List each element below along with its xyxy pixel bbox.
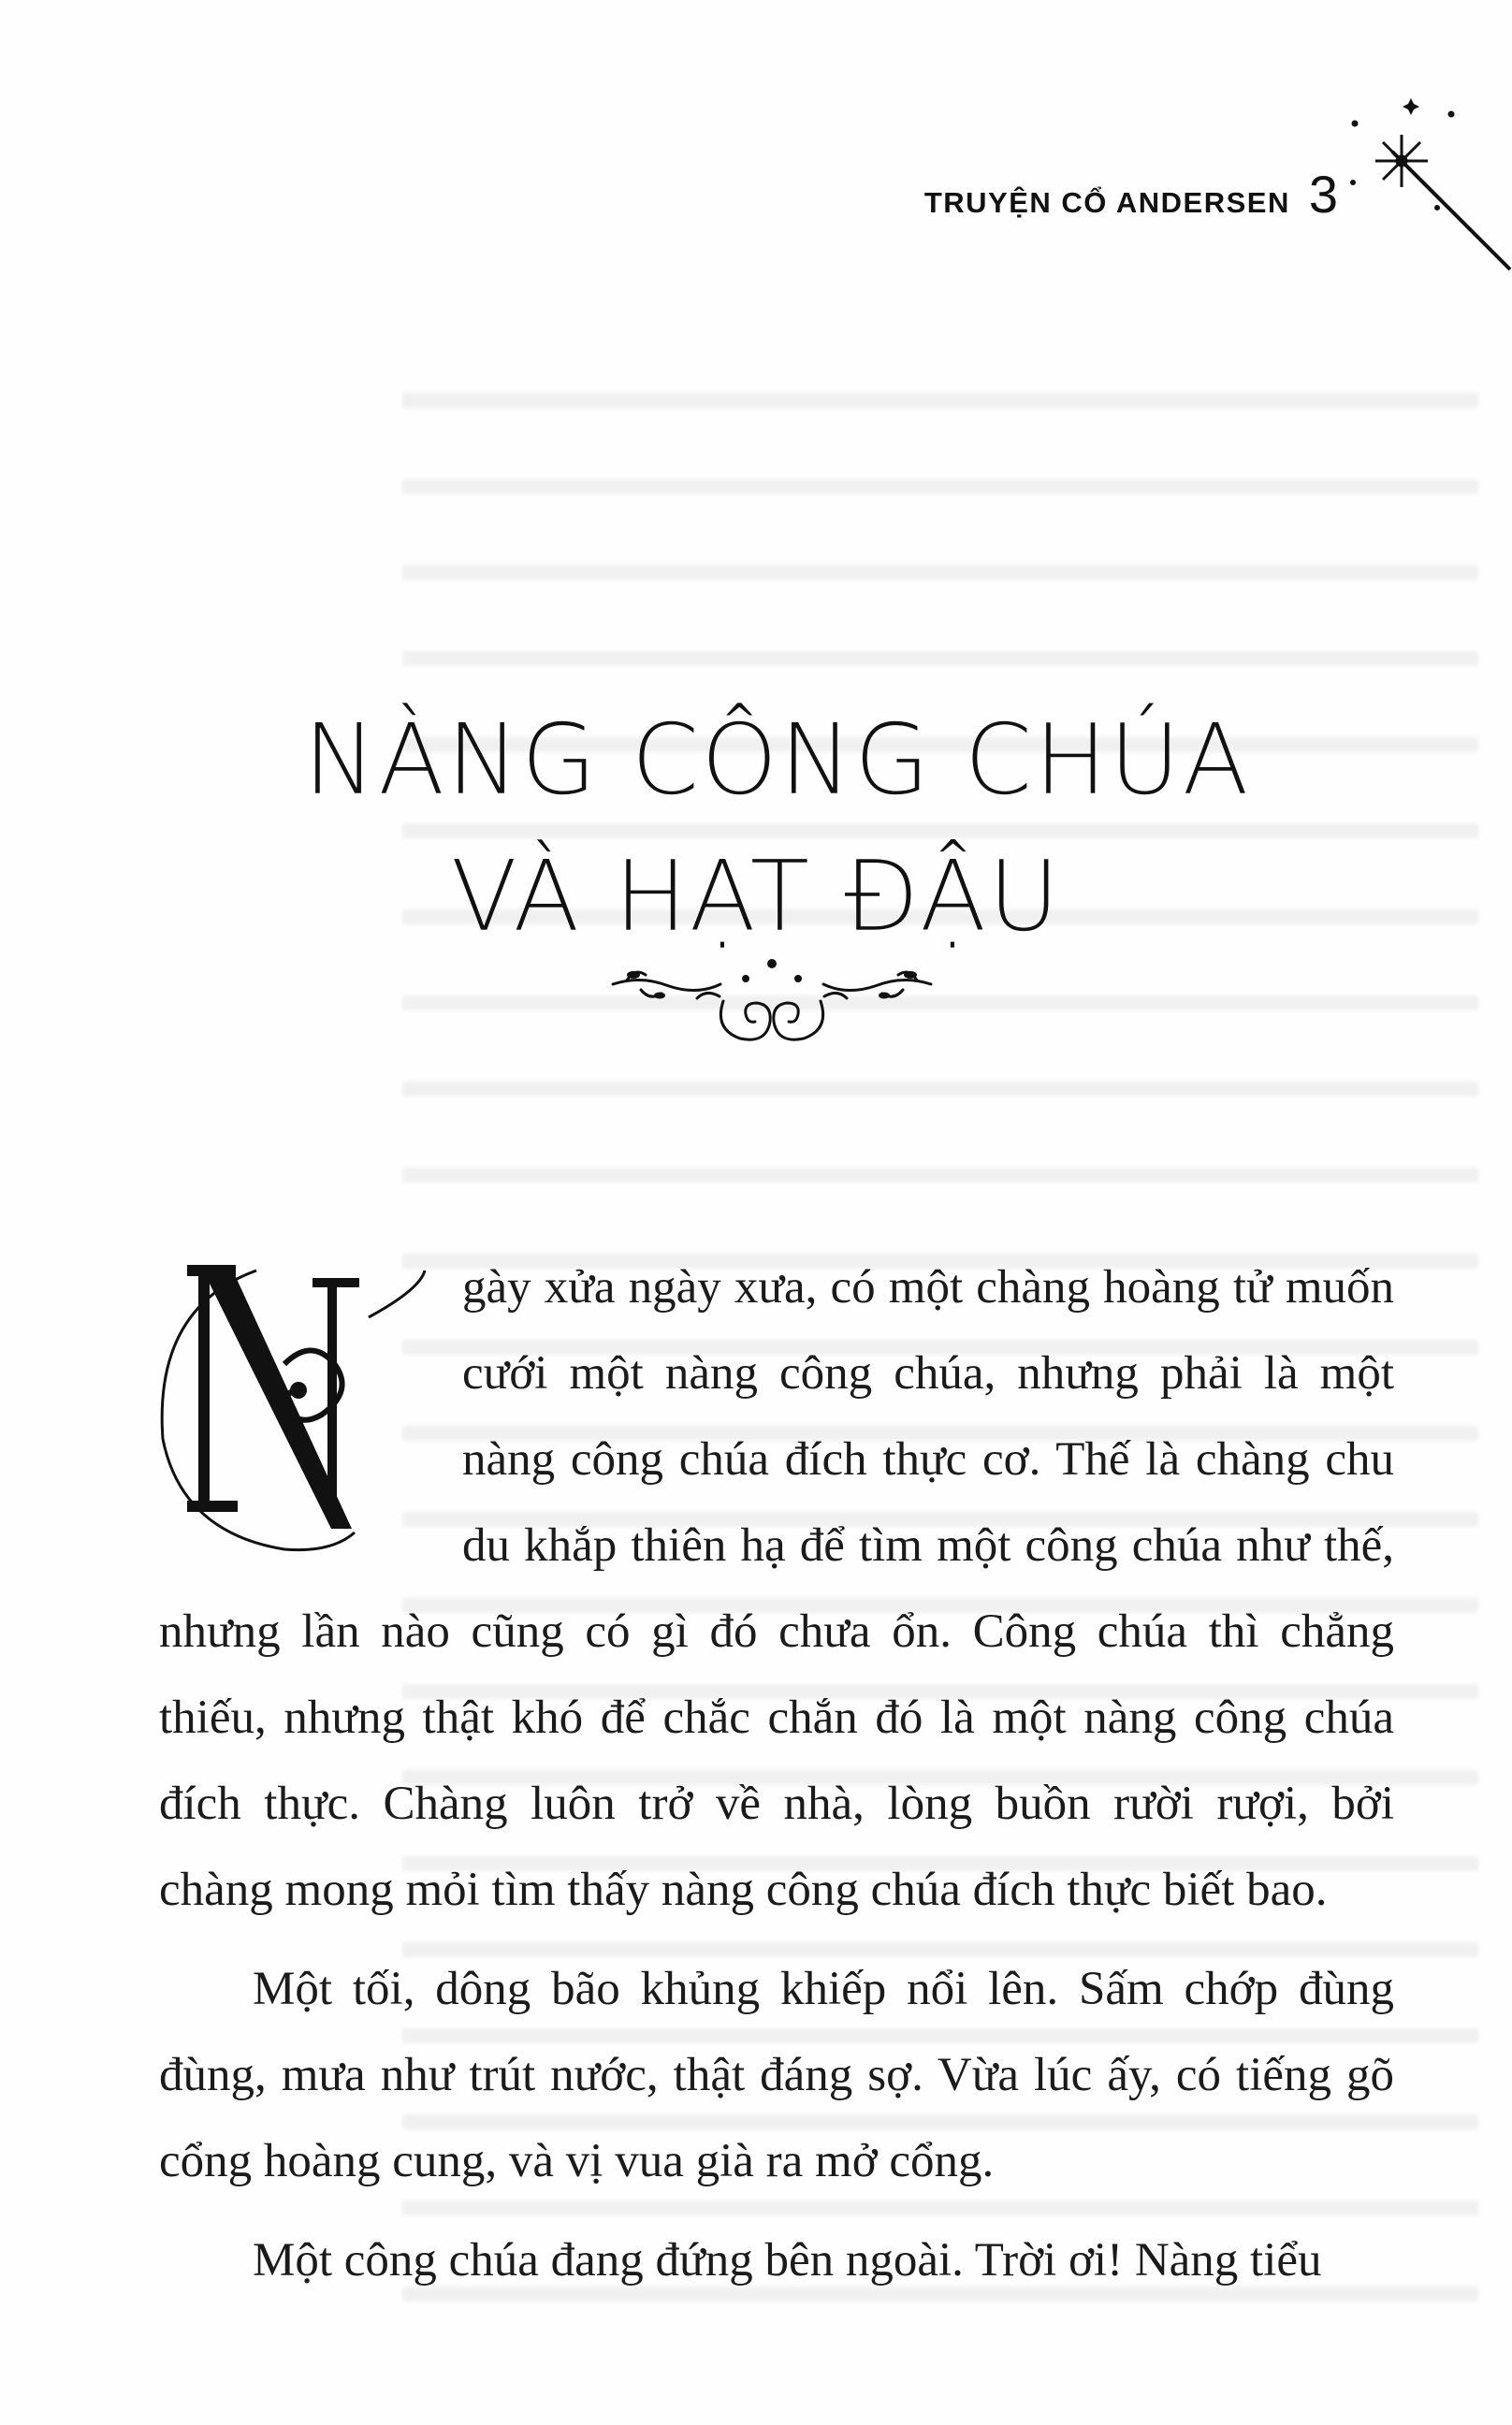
paragraph-1 — [159, 1244, 1394, 1933]
floral-divider-icon — [603, 947, 940, 1050]
paragraph-2: Một tối, dông bão khủng khiếp nổi lên. Sấm chớp đùng đùng, mưa như trút nước, thật đáng sợ. Vừa lúc ấy, có tiếng gõ cổng hoàng cung, và vị vua già ra mở cổng. — [159, 1963, 1394, 2187]
story-title — [0, 703, 1512, 953]
story-body — [159, 1244, 1394, 2303]
title-line-2: VÀ HẠT ĐẬU — [450, 839, 1062, 953]
paragraph-3: Một công chúa đang đứng bên ngoài. Trời ơi! Nàng tiểu — [253, 2234, 1322, 2287]
page-number: 3 — [1308, 165, 1338, 224]
running-title: TRUYỆN CỔ ANDERSEN — [923, 186, 1290, 219]
paragraph-1-text: gày xửa ngày xưa, có một chàng hoàng tử muốn cưới một nàng công chúa, nhưng phải là một nàng công chúa đích thực cơ. Thế là chàng chu du khắp thiên hạ để tìm một công chúa như thế, nhưng lần nào cũng có gì đó chưa ổn. Công chúa thì chẳng thiếu, nhưng thật khó để chắc chắn đó là một nàng công chúa đích thực. Chàng luôn trở về nhà, lòng buồn rười rượi, bởi chàng mong mỏi tìm thấy nàng công chúa đích thực biết bao. — [159, 1261, 1394, 1916]
magic-wand-sparkle-icon — [1344, 94, 1512, 271]
title-line-1: NÀNG CÔNG CHÚA — [303, 703, 1251, 817]
drop-cap-initial — [144, 1252, 453, 1561]
running-header — [923, 165, 1338, 225]
